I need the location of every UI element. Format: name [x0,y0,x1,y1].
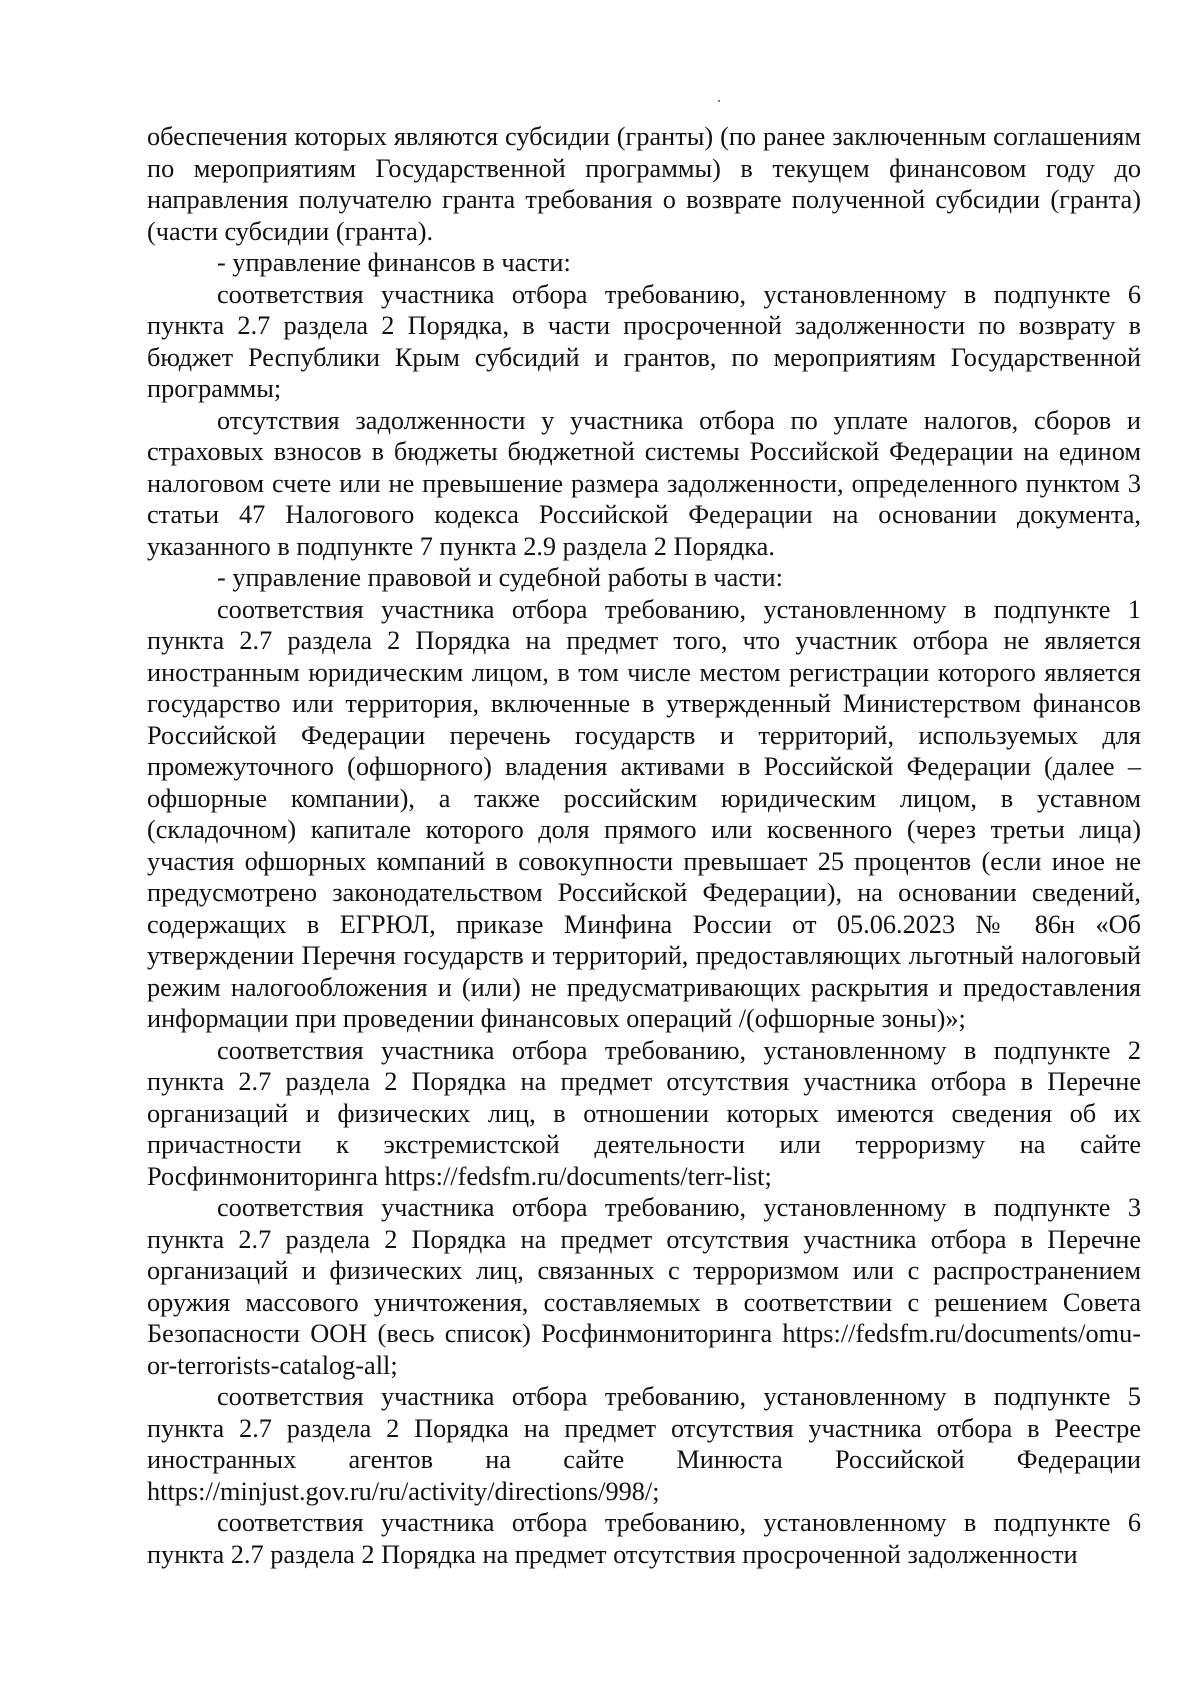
scan-dot [718,100,720,102]
paragraph-legal-overdue-debt: соответствия участника отбора требованию, установленному в подпункте 6 пункта 2.7 раздела 2 Порядка на предмет отсутствия просроченной задолженности [147,1508,1141,1569]
paragraph-legal-extremism-list: соответствия участника отбора требованию, установленному в подпункте 2 пункта 2.7 раздела 2 Порядка на предмет отсутствия участника отбора в Перечне организаций и физических лиц, в отношении которых имеются сведения об их причастности к экстремистской деятельности или терроризму на сайте Росфинмониторинга https://fedsfm.ru/documents/terr-list; [147,1035,1141,1191]
paragraph-legal-department-heading: - управление правовой и судебной работы в части: [217,563,783,592]
paragraph-finance-tax-debt: отсутствия задолженности у участника отбора по уплате налогов, сборов и страховых взносов в бюджеты бюджетной системы Российской Федерации на едином налоговом счете или не превышение размера задолженности, определенного пунктом 3 статьи 47 Налогового кодекса Российской Федерации на основании документа, указанного в подпункте 7 пункта 2.9 раздела 2 Порядка. [147,405,1141,561]
document-body [147,121,1141,1570]
paragraph-legal-offshore: соответствия участника отбора требованию, установленному в подпункте 1 пункта 2.7 раздела 2 Порядка на предмет того, что участник отбора не является иностранным юридическим лицом, в том числе местом регистрации которого является государство или территория, включенные в утвержденный Министерством финансов Российской Федерации перечень государств и территорий, используемых для промежуточного (офшорного) владения активами в Российской Федерации (далее – офшорные компании), а также российским юридическим лицом, в уставном (складочном) капитале которого доля прямого или косвенного (через третьи лица) участия офшорных компаний в совокупности превышает 25 процентов (если иное не предусмотрено законодательством Российской Федерации), на основании сведений, содержащих в ЕГРЮЛ, приказе Минфина России от 05.06.2023 № 86н «Об утверждении Перечня государств и территорий, предоставляющих льготный налоговый режим налогообложения и (или) не предусматривающих раскрытия и предоставления информации при проведении финансовых операций /(офшорные зоны)»; [147,594,1141,1033]
paragraph-legal-foreign-agents: соответствия участника отбора требованию, установленному в подпункте 5 пункта 2.7 раздела 2 Порядка на предмет отсутствия участника отбора в Реестре иностранных агентов на сайте Минюста Российской Федерации https://minjust.gov.ru/ru/activity/directions/998/; [147,1382,1141,1506]
paragraph-continuation: обеспечения которых являются субсидии (гранты) (по ранее заключенным соглашениям по мероприятиям Государственной программы) в текущем финансовом году до направления получателю гранта требования о возврате полученной субсидии (гранта) (части субсидии (гранта). [147,122,1141,246]
paragraph-finance-department-heading: - управление финансов в части: [217,248,571,277]
paragraph-finance-overdue-debt: соответствия участника отбора требованию, установленному в подпункте 6 пункта 2.7 раздела 2 Порядка, в части просроченной задолженности по возврату в бюджет Республики Крым субсидий и грантов, по мероприятиям Государственной программы; [147,279,1141,403]
paragraph-legal-un-list: соответствия участника отбора требованию, установленному в подпункте 3 пункта 2.7 раздела 2 Порядка на предмет отсутствия участника отбора в Перечне организаций и физических лиц, связанных с терроризмом или с распространением оружия массового уничтожения, составляемых в соответствии с решением Совета Безопасности ООН (весь список) Росфинмониторинга https://fedsfm.ru/documents/omu-or-terrorists-catalog-all; [147,1193,1141,1380]
